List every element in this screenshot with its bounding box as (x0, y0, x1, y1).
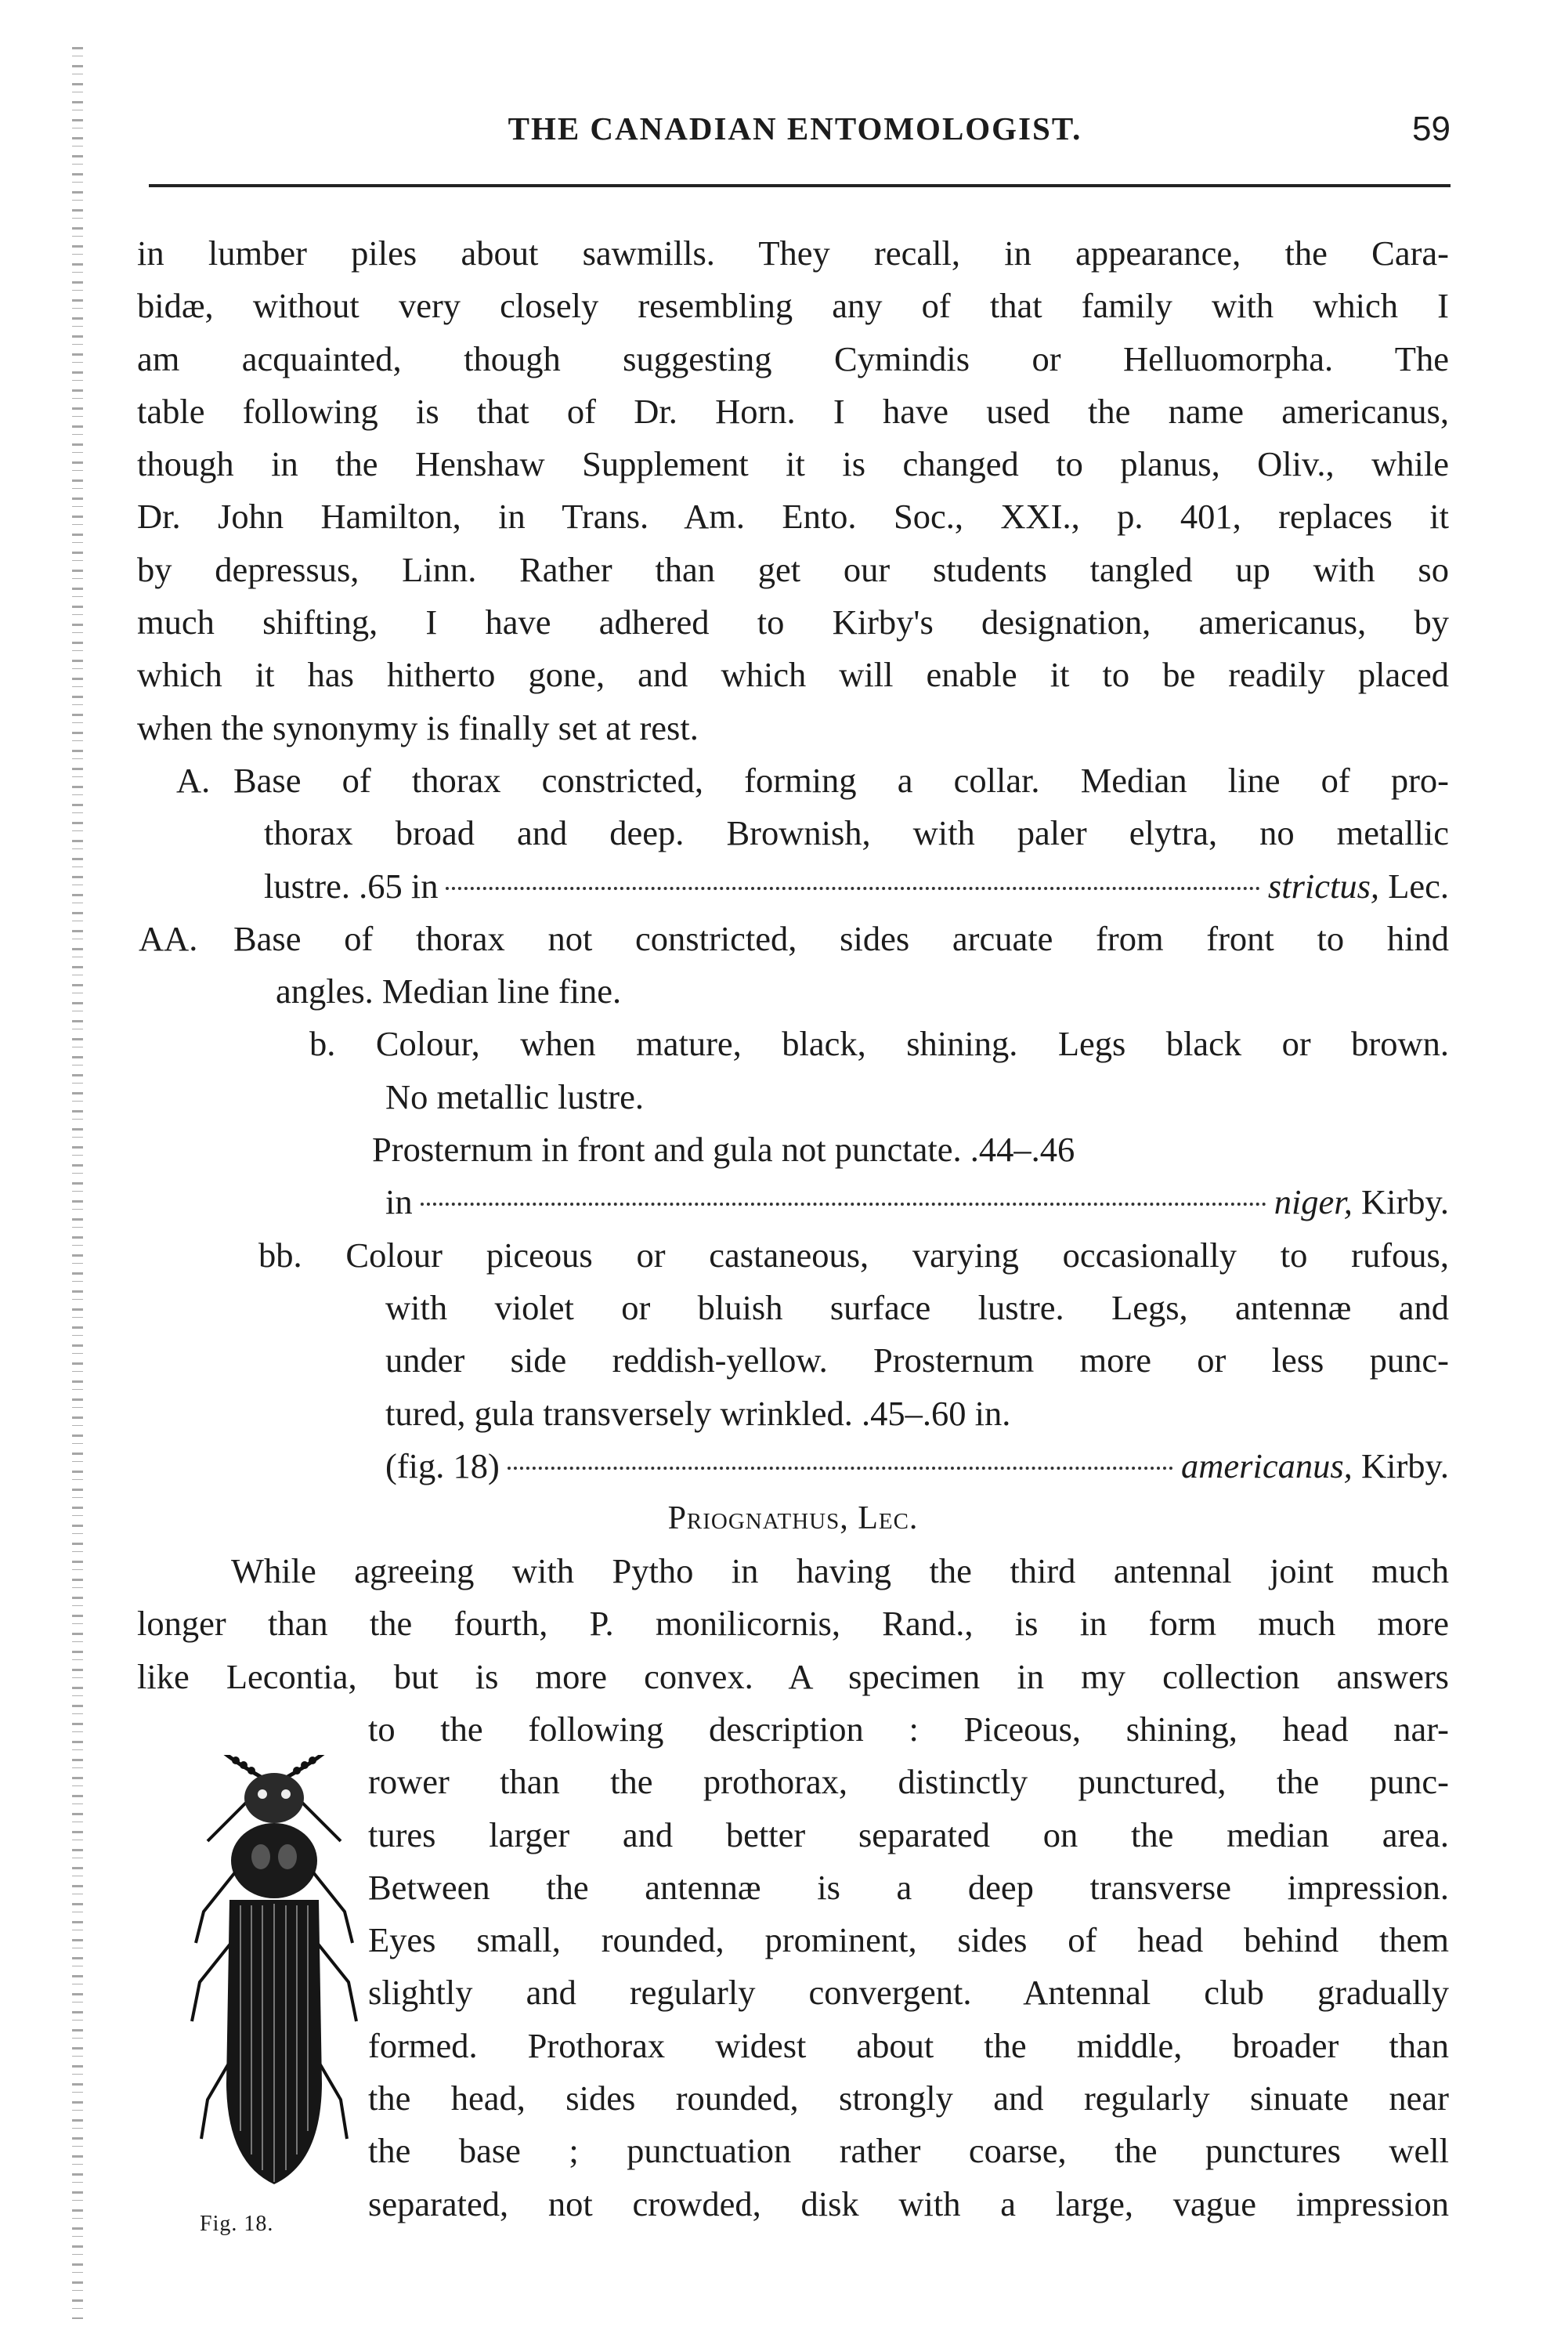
text-line: (fig. 18) (385, 1445, 500, 1485)
intro-paragraph (137, 227, 1449, 754)
species-name: niger, (1274, 1182, 1353, 1222)
key-leader-line (264, 860, 1449, 913)
text-line: the head, sides rounded, strongly and regularly sinuate near (368, 2078, 1449, 2118)
key-leader-line (385, 1176, 1449, 1228)
dot-leader (446, 887, 1259, 890)
author-name: Lec. (1388, 866, 1449, 906)
key-label-aa: AA. (139, 918, 198, 958)
text-line: No metallic lustre. (385, 1076, 644, 1116)
species-key (137, 754, 1449, 1492)
text-line: Eyes small, rounded, prominent, sides of head behind them (368, 1920, 1449, 1960)
species-name: americanus, (1181, 1445, 1353, 1485)
text-line: to the following description : Piceous, shining, head nar- (368, 1709, 1449, 1749)
text-line: under side reddish-yellow. Prosternum more or less punc- (385, 1340, 1449, 1380)
text-line: Base of thorax not constricted, sides arcuate from front to hind (233, 918, 1449, 958)
text-line: tures larger and better separated on the median area. (368, 1814, 1449, 1854)
author-name: Kirby. (1360, 1182, 1449, 1222)
text-line: am acquainted, though suggesting Cymindis or Helluomorpha. The (137, 338, 1449, 378)
text-line: like Lecontia, but is more convex. A specimen in my collection answers (137, 1656, 1449, 1696)
header-rule (149, 184, 1451, 187)
key-leader-line (385, 1440, 1449, 1492)
text-line: slightly and regularly convergent. Antennal club gradually (368, 1973, 1449, 2013)
author-name: Kirby. (1360, 1445, 1449, 1485)
text-line: Dr. John Hamilton, in Trans. Am. Ento. Soc., XXI., p. 401, replaces it (137, 497, 1449, 537)
text-line: Base of thorax constricted, forming a collar. Median line of pro- (233, 761, 1449, 800)
key-entry-a (137, 754, 1449, 807)
text-line: longer than the fourth, P. monilicornis, Rand., is in form much more (137, 1604, 1449, 1644)
text-line: separated, not crowded, disk with a large, vague impression (368, 2183, 1449, 2223)
species-name: strictus, (1267, 866, 1380, 906)
journal-title: THE CANADIAN ENTOMOLOGIST. (508, 110, 1082, 147)
text-line: tured, gula transversely wrinkled. .45–.60 in. (385, 1393, 1011, 1433)
text-line: Prosternum in front and gula not punctate. .44–.46 (372, 1130, 1075, 1170)
text-line: when the synonymy is finally set at rest. (137, 707, 699, 747)
text-line: thorax broad and deep. Brownish, with paler elytra, no metallic (264, 813, 1449, 853)
beetle-illustration-icon (176, 1755, 372, 2194)
dot-leader (508, 1467, 1173, 1470)
binding-edge-marks (72, 47, 83, 2319)
text-line: with violet or bluish surface lustre. Legs, antennæ and (385, 1287, 1449, 1327)
text-line: which it has hitherto gone, and which will enable it to be readily placed (137, 655, 1449, 695)
text-line: the base ; punctuation rather coarse, the punctures well (368, 2131, 1449, 2171)
text-line: bidæ, without very closely resembling any of that family with which I (137, 286, 1449, 326)
key-entry-b: b. Colour, when mature, black, shining. Legs black or brown. (309, 1024, 1449, 1064)
page-number: 59 (1412, 110, 1451, 148)
text-line: formed. Prothorax widest about the middle, broader than (368, 2025, 1449, 2065)
section-heading: Priognathus, Lec. (667, 1500, 919, 1536)
text-line: in lumber piles about sawmills. They recall, in appearance, the Cara- (137, 233, 1449, 273)
dot-leader (421, 1203, 1266, 1206)
text-line: table following is that of Dr. Horn. I have used the name americanus, (137, 391, 1449, 431)
text-line: angles. Median line fine. (276, 971, 622, 1011)
text-line: by depressus, Linn. Rather than get our students tangled up with so (137, 549, 1449, 589)
text-line: rower than the prothorax, distinctly punctured, the punc- (368, 1762, 1449, 1802)
genus-paragraph (137, 1545, 1449, 1703)
text-line: While agreeing with Pytho in having the third antennal joint much (231, 1551, 1449, 1590)
key-entry-aa (137, 913, 1449, 965)
text-line: much shifting, I have adhered to Kirby's designation, americanus, by (137, 602, 1449, 642)
text-line: in (385, 1182, 413, 1222)
description-paragraph (368, 1703, 1449, 2230)
figure-caption: Fig. 18. (200, 2212, 274, 2236)
running-head (139, 110, 1451, 157)
text-line: lustre. .65 in (264, 866, 439, 906)
text-line: though in the Henshaw Supplement it is changed to planus, Oliv., while (137, 444, 1449, 484)
key-label-a: A. (176, 761, 211, 800)
figure-18 (176, 1755, 372, 2194)
key-entry-bb: bb. Colour piceous or castaneous, varying occasionally to rufous, (258, 1235, 1449, 1275)
text-line: Between the antennæ is a deep transverse impression. (368, 1867, 1449, 1907)
